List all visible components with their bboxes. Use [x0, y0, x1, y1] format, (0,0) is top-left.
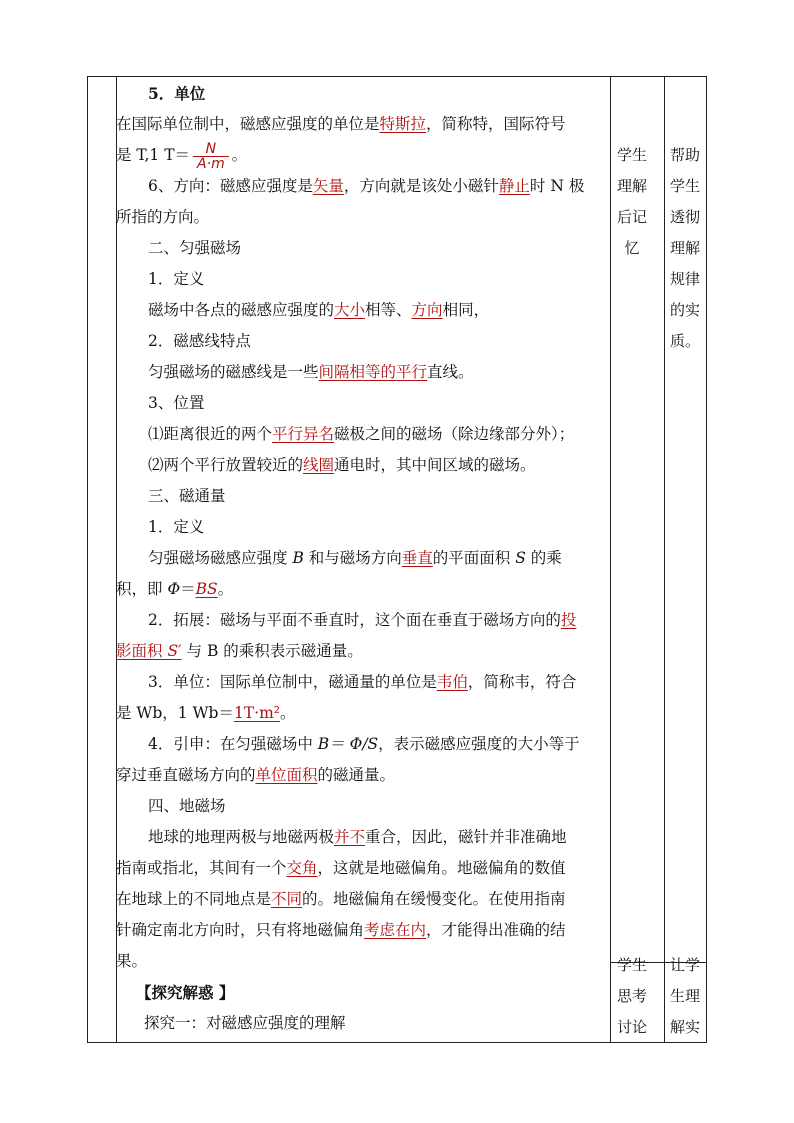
section-4-line-3: 在地球上的不同地点是不同的。地磁偏角在缓慢变化。在使用指南 — [116, 890, 566, 908]
section-4-line-2: 指南或指北，其间有一个交角，这就是地磁偏角。地磁偏角的数值 — [116, 859, 566, 877]
section-3-definition-heading: 1．定义 — [148, 518, 205, 536]
section-4-line-5: 果。 — [116, 952, 148, 970]
student-activity-1: 学生 理解 后记 忆 — [616, 146, 647, 257]
section-3-extension-3-line-2: 穿过垂直磁场方向的单位面积的磁通量。 — [116, 766, 396, 784]
explore-item-1: 探究一：对磁感应强度的理解 — [144, 1014, 346, 1032]
section-2-position-heading: 3、位置 — [148, 394, 205, 412]
column-divider — [610, 77, 611, 1042]
section-2-definition-heading: 1．定义 — [148, 270, 205, 288]
section-2-feature-heading: 2．磁感线特点 — [148, 332, 251, 350]
section-4-line-1: 地球的地理两极与地磁两极并不重合，因此，磁针并非准确地 — [148, 828, 567, 846]
unit-heading: 5．单位 — [148, 84, 206, 103]
section-2-definition: 磁场中各点的磁感应强度的大小相等、方向相同， — [148, 301, 490, 319]
section-3-extension-2: 影面积 S′ 与 B 的乘积表示磁通量。 — [116, 642, 363, 660]
section-3-unit: 3．单位：国际单位制中，磁通量的单位是韦伯，简称韦，符合 — [148, 673, 577, 691]
section-3-definition-2: 积，即 Φ＝BS。 — [116, 580, 234, 598]
teacher-intent-2: 让学 生理 解实 — [669, 956, 700, 1036]
unit-line-2: 是 T,1 T＝ $\frac{N}{A\cdot m}$ 。 — [116, 140, 248, 172]
student-activity-2: 学生 思考 讨论 — [616, 956, 647, 1036]
section-2-feature: 匀强磁场的磁感线是一些间隔相等的平行直线。 — [148, 363, 474, 381]
direction-line: 6、方向：磁感应强度是矢量，方向就是该处小磁针静止时 N 极 — [148, 177, 585, 195]
section-2-title: 二、匀强磁场 — [148, 239, 242, 257]
unit-line-1: 在国际单位制中，磁感应强度的单位是特斯拉，简称特，国际符号 — [116, 115, 566, 133]
lesson-content — [116, 78, 608, 1039]
section-2-position-2: ⑵两个平行放置较近的线圈通电时，其中间区域的磁场。 — [148, 456, 536, 474]
section-3-extension: 2．拓展：磁场与平面不垂直时，这个面在垂直于磁场方向的投 — [148, 611, 577, 629]
section-4-line-4: 针确定南北方向时，只有将地磁偏角考虑在内，才能得出准确的结 — [116, 921, 566, 939]
direction-line-2: 所指的方向。 — [116, 208, 210, 226]
explore-title: 【探究解惑 】 — [136, 983, 235, 1002]
teacher-intent-1: 帮助 学生 透彻 理解 规律 的实 质。 — [669, 146, 700, 350]
section-3-title: 三、磁通量 — [148, 487, 226, 505]
section-3-extension-3: 4．引申：在匀强磁场中 B＝ Φ/S，表示磁感应强度的大小等于 — [148, 735, 580, 753]
section-2-position-1: ⑴距离很近的两个平行异名磁极之间的磁场（除边缘部分外）； — [148, 425, 575, 443]
tesla-fraction: $\frac{N}{A\cdot m}$ — [193, 142, 229, 171]
section-4-title: 四、地磁场 — [148, 797, 226, 815]
section-3-unit-2: 是 Wb，1 Wb＝1T·m²。 — [116, 704, 296, 722]
section-3-definition: 匀强磁场磁感应强度 B 和与磁场方向垂直的平面面积 S 的乘 — [148, 549, 562, 567]
